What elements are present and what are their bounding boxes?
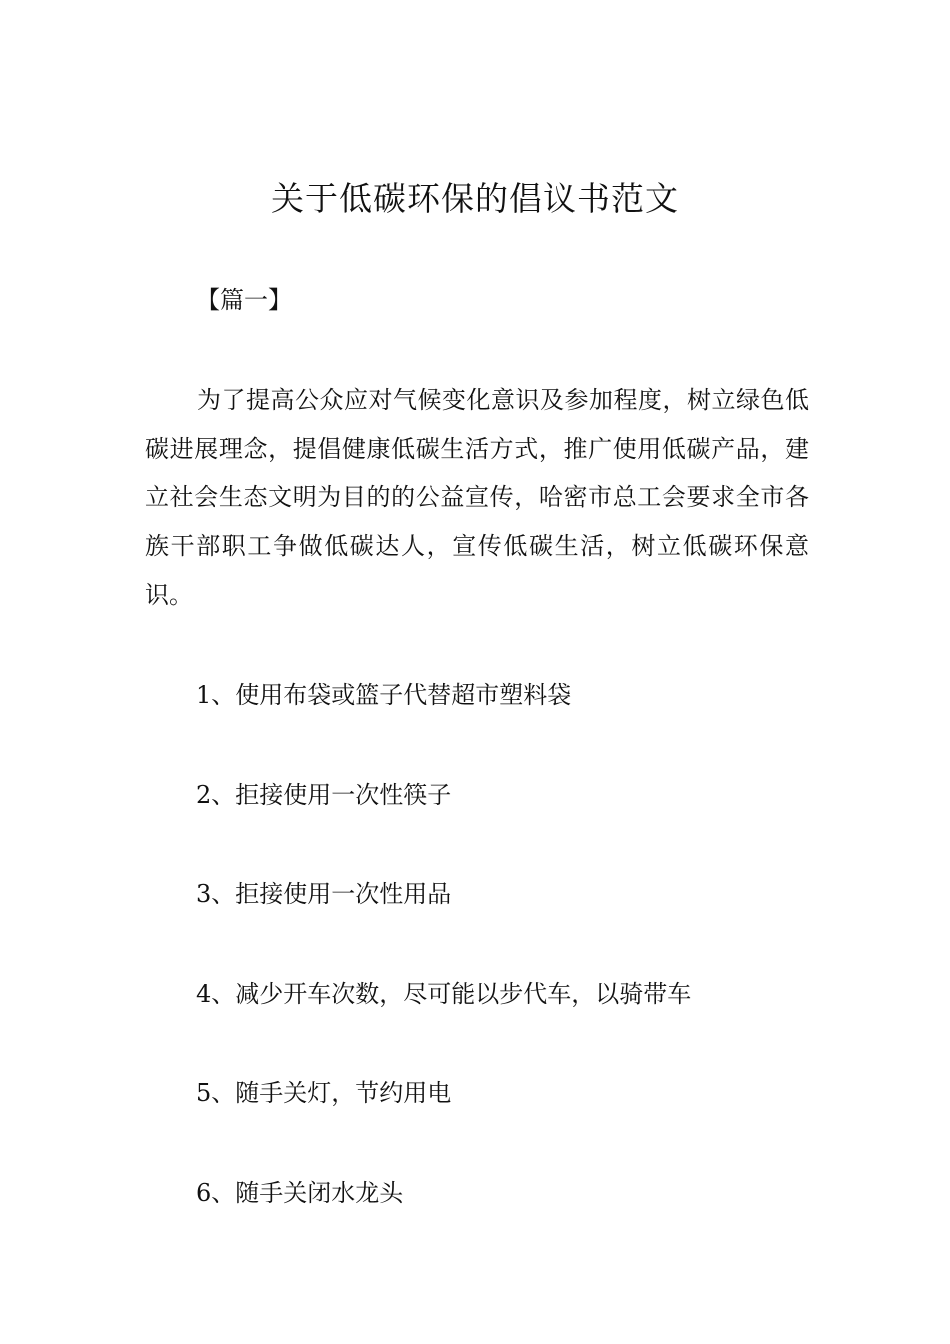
section-label: 【篇一】 — [196, 286, 292, 314]
list-item: 6、随手关闭水龙头 — [196, 1179, 404, 1207]
list-item: 5、随手关灯，节约用电 — [196, 1079, 452, 1107]
list-item: 2、拒接使用一次性筷子 — [196, 781, 452, 809]
list-item: 4、减少开车次数，尽可能以步代车，以骑带车 — [196, 980, 692, 1008]
list-item: 1、使用布袋或篮子代替超市塑料袋 — [196, 681, 572, 709]
document-title: 关于低碳环保的倡议书范文 — [271, 179, 679, 218]
list-item: 3、拒接使用一次性用品 — [196, 880, 452, 908]
intro-paragraph: 为了提高公众应对气候变化意识及参加程度，树立绿色低碳进展理念，提倡健康低碳生活方式，推广使用低碳产品，建立社会生态文明为目的的公益宣传，哈密市总工会要求全市各族干部职工争做低碳达人，宣传低碳生活，树立低碳环保意识。 — [145, 386, 809, 609]
